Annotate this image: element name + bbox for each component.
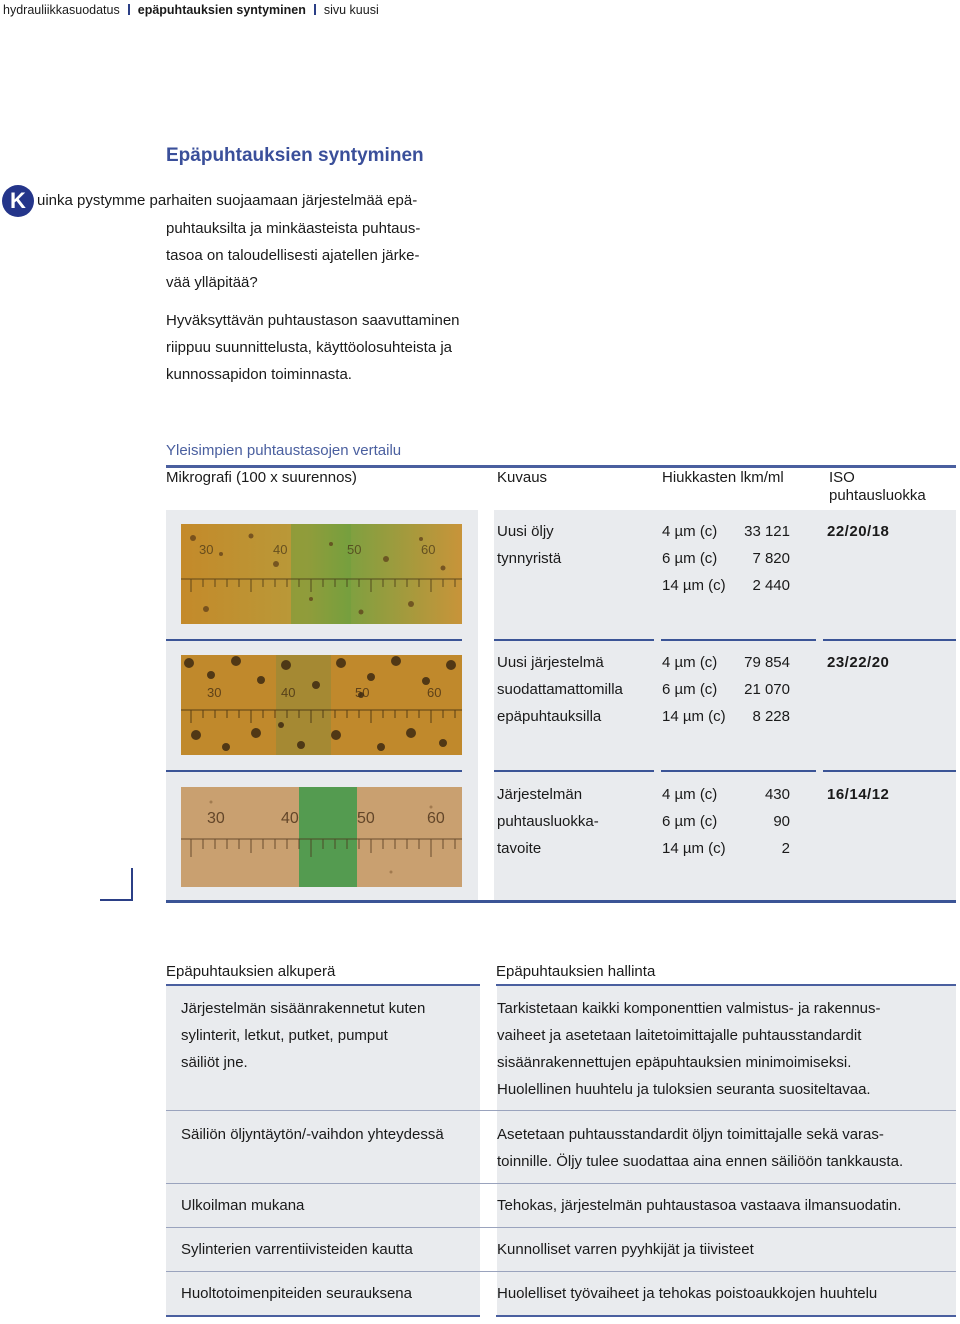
particle-size: 6 µm (c) — [662, 550, 718, 567]
scale-label: 60 — [427, 685, 442, 700]
scale-label: 30 — [207, 810, 225, 827]
particle-size: 14 µm (c) — [662, 708, 726, 725]
row-description: tavoite — [497, 840, 542, 857]
row-divider — [823, 639, 956, 641]
breadcrumb — [3, 3, 379, 17]
scale-label: 40 — [281, 810, 299, 827]
scale-label: 50 — [357, 810, 375, 827]
control-text: sisäänrakennettujen epäpuhtauksien minimoimiseksi. — [497, 1054, 852, 1071]
particle-size: 4 µm (c) — [662, 786, 718, 803]
control-text: Tehokas, järjestelmän puhtaustasoa vastaava ilmansuodatin. — [497, 1197, 902, 1214]
page-title: Epäpuhtauksien syntyminen — [166, 145, 424, 166]
header-rule — [166, 465, 956, 468]
row-description: Uusi järjestelmä — [497, 654, 604, 671]
particle-count: 7 820 — [752, 550, 790, 567]
particle-count: 8 228 — [752, 708, 790, 725]
row-divider — [494, 770, 654, 772]
particle-count: 2 — [781, 840, 790, 857]
scale-label: 60 — [427, 810, 445, 827]
breadcrumb-current[interactable]: epäpuhtauksien syntyminen — [137, 3, 306, 17]
origin-text: Säiliön öljyntäytön/-vaihdon yhteydessä — [181, 1126, 444, 1143]
breadcrumb-divider — [314, 4, 316, 15]
intro-line: riippuu suunnittelusta, käyttöolosuhteista ja — [166, 339, 453, 356]
particle-size: 4 µm (c) — [662, 654, 718, 671]
column-header-particle-count: Hiukkasten lkm/ml — [662, 469, 784, 486]
control-text: Kunnolliset varren pyyhkijät ja tiivisteet — [497, 1241, 754, 1258]
scale-label: 40 — [281, 685, 296, 700]
intro-line: kunnossapidon toiminnasta. — [166, 366, 352, 383]
origin-text: Ulkoilman mukana — [181, 1197, 305, 1214]
column-header-control: Epäpuhtauksien hallinta — [496, 963, 656, 980]
scale-label: 60 — [421, 542, 436, 557]
section-title: Yleisimpien puhtaustasojen vertailu — [166, 442, 402, 459]
row-description: suodattamattomilla — [497, 681, 623, 698]
particle-size: 14 µm (c) — [662, 577, 726, 594]
origin-text: Sylinterien varrentiivisteiden kautta — [181, 1241, 413, 1258]
origin-text: säiliöt jne. — [181, 1054, 248, 1071]
control-text: toinnille. Öljy tulee suodattaa aina ennen säiliöön tankkausta. — [497, 1153, 904, 1170]
column-gap — [478, 510, 494, 900]
table-bottom-rule — [166, 1315, 480, 1317]
intro-line: puhtauksilta ja minkäasteista puhtaus- — [166, 220, 421, 237]
particle-count: 90 — [773, 813, 790, 830]
row-description: puhtausluokka- — [497, 813, 599, 830]
scale-label: 50 — [347, 542, 362, 557]
particle-count: 430 — [764, 786, 790, 803]
table-bottom-rule — [496, 1315, 956, 1317]
control-text: Tarkistetaan kaikki komponenttien valmistus- ja rakennus- — [497, 1000, 881, 1017]
control-text: vaiheet ja asetetaan laitetoimittajalle puhtausstandardit — [497, 1027, 862, 1044]
scale-label: 50 — [355, 685, 370, 700]
micrograph-new-oil — [181, 524, 462, 624]
column-header-micrograph: Mikrografi (100 x suurennos) — [166, 469, 357, 486]
row-divider — [166, 770, 462, 772]
particle-size: 14 µm (c) — [662, 840, 726, 857]
breadcrumb-section[interactable]: hydrauliikkasuodatus — [3, 3, 120, 17]
particle-size: 6 µm (c) — [662, 813, 718, 830]
origin-text: Järjestelmän sisäänrakennetut kuten — [181, 1000, 426, 1017]
particle-count: 2 440 — [752, 577, 790, 594]
table-bottom-rule — [166, 900, 956, 903]
row-divider — [661, 639, 816, 641]
column-header-description: Kuvaus — [497, 469, 548, 486]
intro-line: tasoa on taloudellisesti ajatellen järke- — [166, 247, 420, 264]
row-description: Uusi öljy — [497, 523, 554, 540]
column-header-iso-class: puhtausluokka — [829, 487, 926, 504]
scale-label: 30 — [199, 542, 214, 557]
intro-line: Hyväksyttävän puhtaustason saavuttaminen — [166, 312, 460, 329]
origin-text: Huoltotoimenpiteiden seurauksena — [181, 1285, 412, 1302]
micrograph-target — [181, 787, 462, 887]
row-divider — [166, 639, 462, 641]
control-text: Huolelliset työvaiheet ja tehokas poistoaukkojen huuhtelu — [497, 1285, 878, 1302]
row-description: Järjestelmän — [497, 786, 583, 803]
breadcrumb-page: sivu kuusi — [323, 3, 379, 17]
particle-size: 6 µm (c) — [662, 681, 718, 698]
corner-mark — [100, 899, 133, 901]
corner-mark — [131, 868, 133, 901]
row-description: epäpuhtauksilla — [497, 708, 602, 725]
row-divider — [823, 770, 956, 772]
column-header-iso: ISO — [829, 469, 855, 486]
scale-label: 30 — [207, 685, 222, 700]
particle-count: 33 121 — [744, 523, 790, 540]
drop-cap: K — [2, 185, 34, 217]
particle-count: 79 854 — [744, 654, 790, 671]
particle-size: 4 µm (c) — [662, 523, 718, 540]
control-text: Huolellinen huuhtelu ja tuloksien seuranta suositeltavaa. — [497, 1081, 871, 1098]
row-divider — [661, 770, 816, 772]
row-divider — [494, 639, 654, 641]
column-header-origin: Epäpuhtauksien alkuperä — [166, 963, 336, 980]
particle-count: 21 070 — [744, 681, 790, 698]
intro-line: vää ylläpitää? — [166, 274, 258, 291]
control-text: Asetetaan puhtausstandardit öljyn toimittajalle sekä varas- — [497, 1126, 884, 1143]
iso-class: 22/20/18 — [827, 523, 890, 540]
origin-text: sylinterit, letkut, putket, pumput — [181, 1027, 388, 1044]
scale-label: 40 — [273, 542, 288, 557]
iso-class: 23/22/20 — [827, 654, 890, 671]
iso-class: 16/14/12 — [827, 786, 890, 803]
intro-line: uinka pystymme parhaiten suojaamaan järjestelmää epä- — [37, 192, 418, 209]
breadcrumb-divider — [128, 4, 130, 15]
row-description: tynnyristä — [497, 550, 562, 567]
micrograph-new-system — [181, 655, 462, 755]
